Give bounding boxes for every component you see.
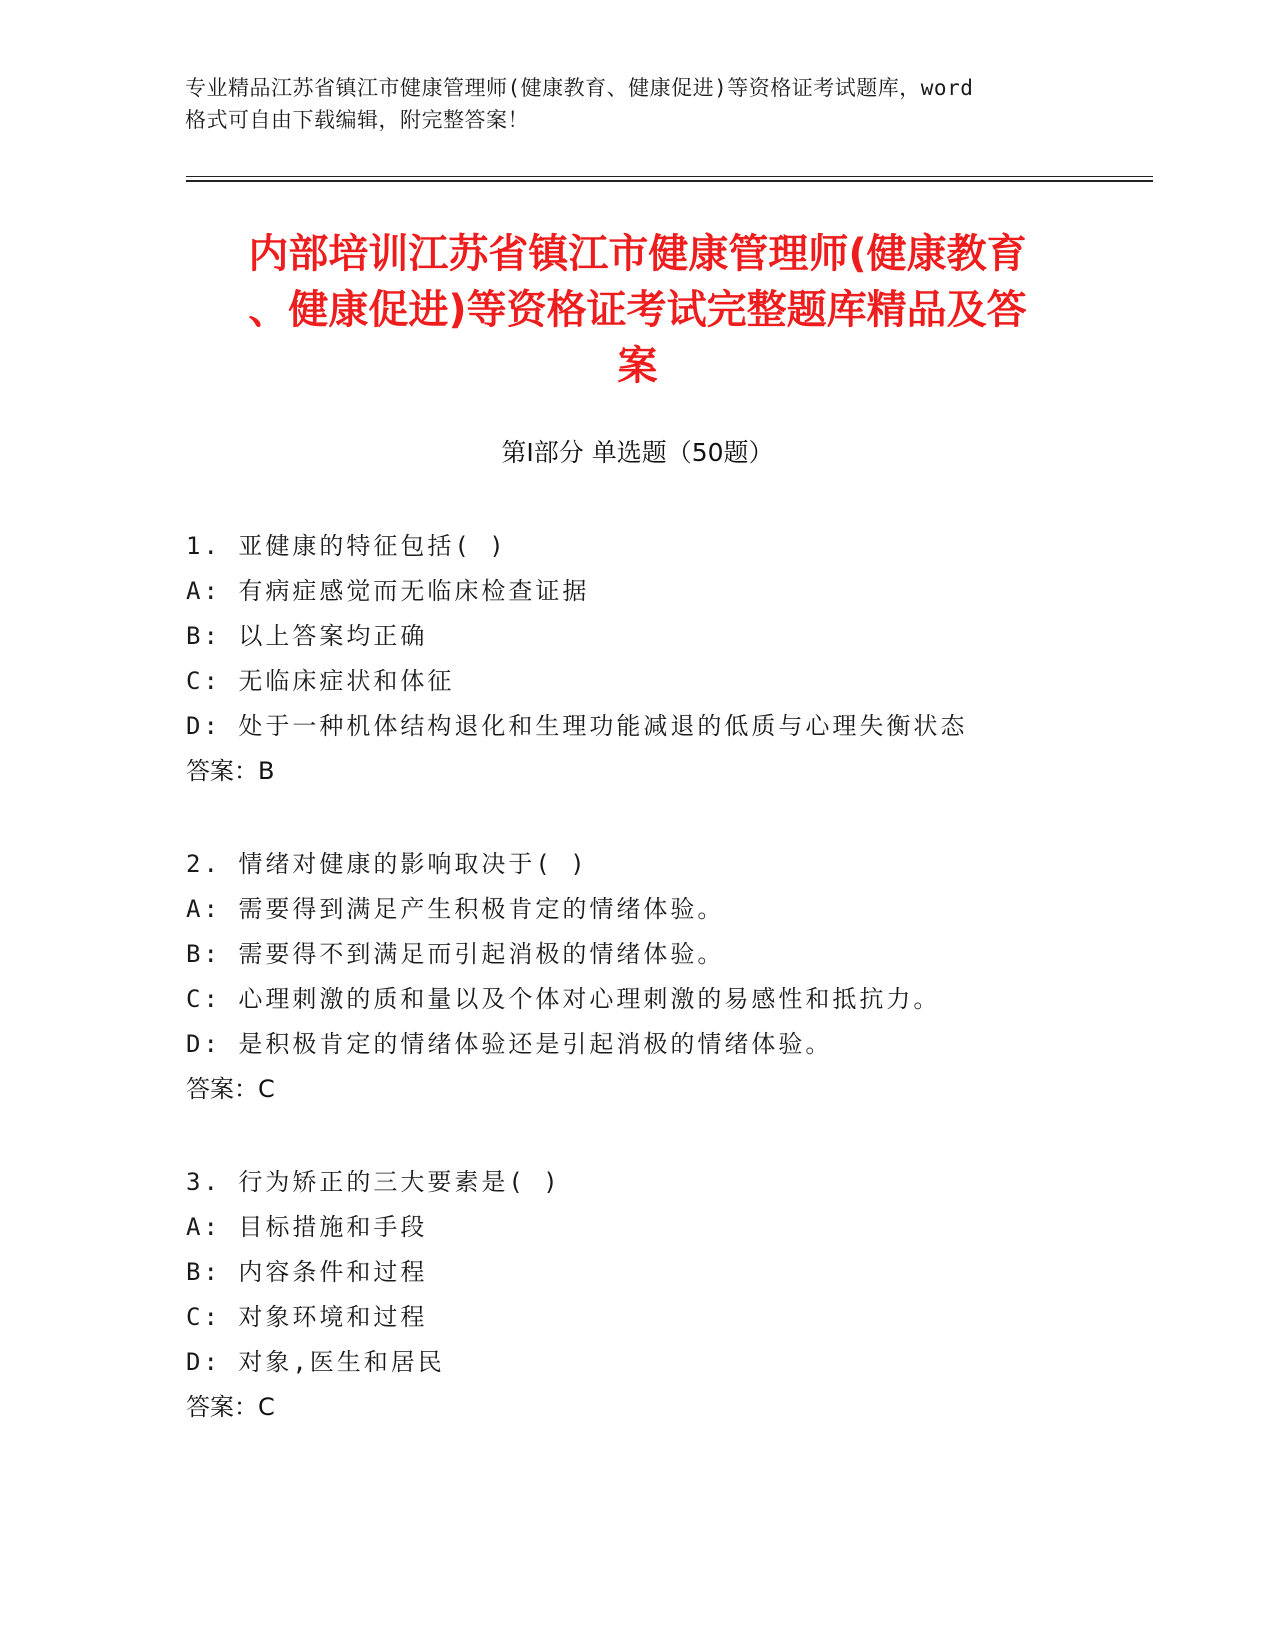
question-stem: 3. 行为矫正的三大要素是( ): [186, 1168, 561, 1196]
header-rule-thick: [186, 180, 1153, 182]
section-title: 第Ⅰ部分 单选题（50题）: [501, 438, 774, 467]
question-1: [186, 524, 1086, 794]
option-b: B: 以上答案均正确: [186, 622, 428, 650]
answer-line: 答案：B: [186, 757, 275, 785]
answer-line: 答案：C: [186, 1393, 275, 1421]
header-note-line-1: 专业精品江苏省镇江市健康管理师(健康教育、健康促进)等资格证考试题库，word: [185, 76, 974, 100]
option-c: C: 无临床症状和体征: [186, 667, 455, 695]
option-b: B: 内容条件和过程: [186, 1258, 428, 1286]
option-d: D: 对象,医生和居民: [186, 1348, 445, 1376]
answer-line: 答案：C: [186, 1075, 275, 1103]
document-title-line-1: 内部培训江苏省镇江市健康管理师(健康教育: [248, 231, 1027, 277]
option-c: C: 对象环境和过程: [186, 1303, 428, 1331]
header-note: [185, 72, 1085, 136]
option-c: C: 心理刺激的质和量以及个体对心理刺激的易感性和抵抗力。: [186, 985, 941, 1013]
header-rule-thin: [186, 176, 1153, 177]
option-d: D: 是积极肯定的情绪体验还是引起消极的情绪体验。: [186, 1030, 833, 1058]
document-title-line-2: 、健康促进)等资格证考试完整题库精品及答: [248, 287, 1027, 333]
option-a: A: 目标措施和手段: [186, 1213, 428, 1241]
header-note-line-2: 格式可自由下载编辑，附完整答案！: [185, 108, 529, 132]
document-title: [180, 226, 1095, 394]
question-stem: 2. 情绪对健康的影响取决于( ): [186, 850, 588, 878]
option-a: A: 需要得到满足产生积极肯定的情绪体验。: [186, 895, 725, 923]
document-title-line-3: 案: [617, 343, 658, 389]
question-2: [186, 842, 1086, 1112]
option-d: D: 处于一种机体结构退化和生理功能减退的低质与心理失衡状态: [186, 712, 968, 740]
option-a: A: 有病症感觉而无临床检查证据: [186, 577, 590, 605]
question-stem: 1. 亚健康的特征包括( ): [186, 532, 507, 560]
option-b: B: 需要得不到满足而引起消极的情绪体验。: [186, 940, 725, 968]
question-3: [186, 1160, 1086, 1430]
